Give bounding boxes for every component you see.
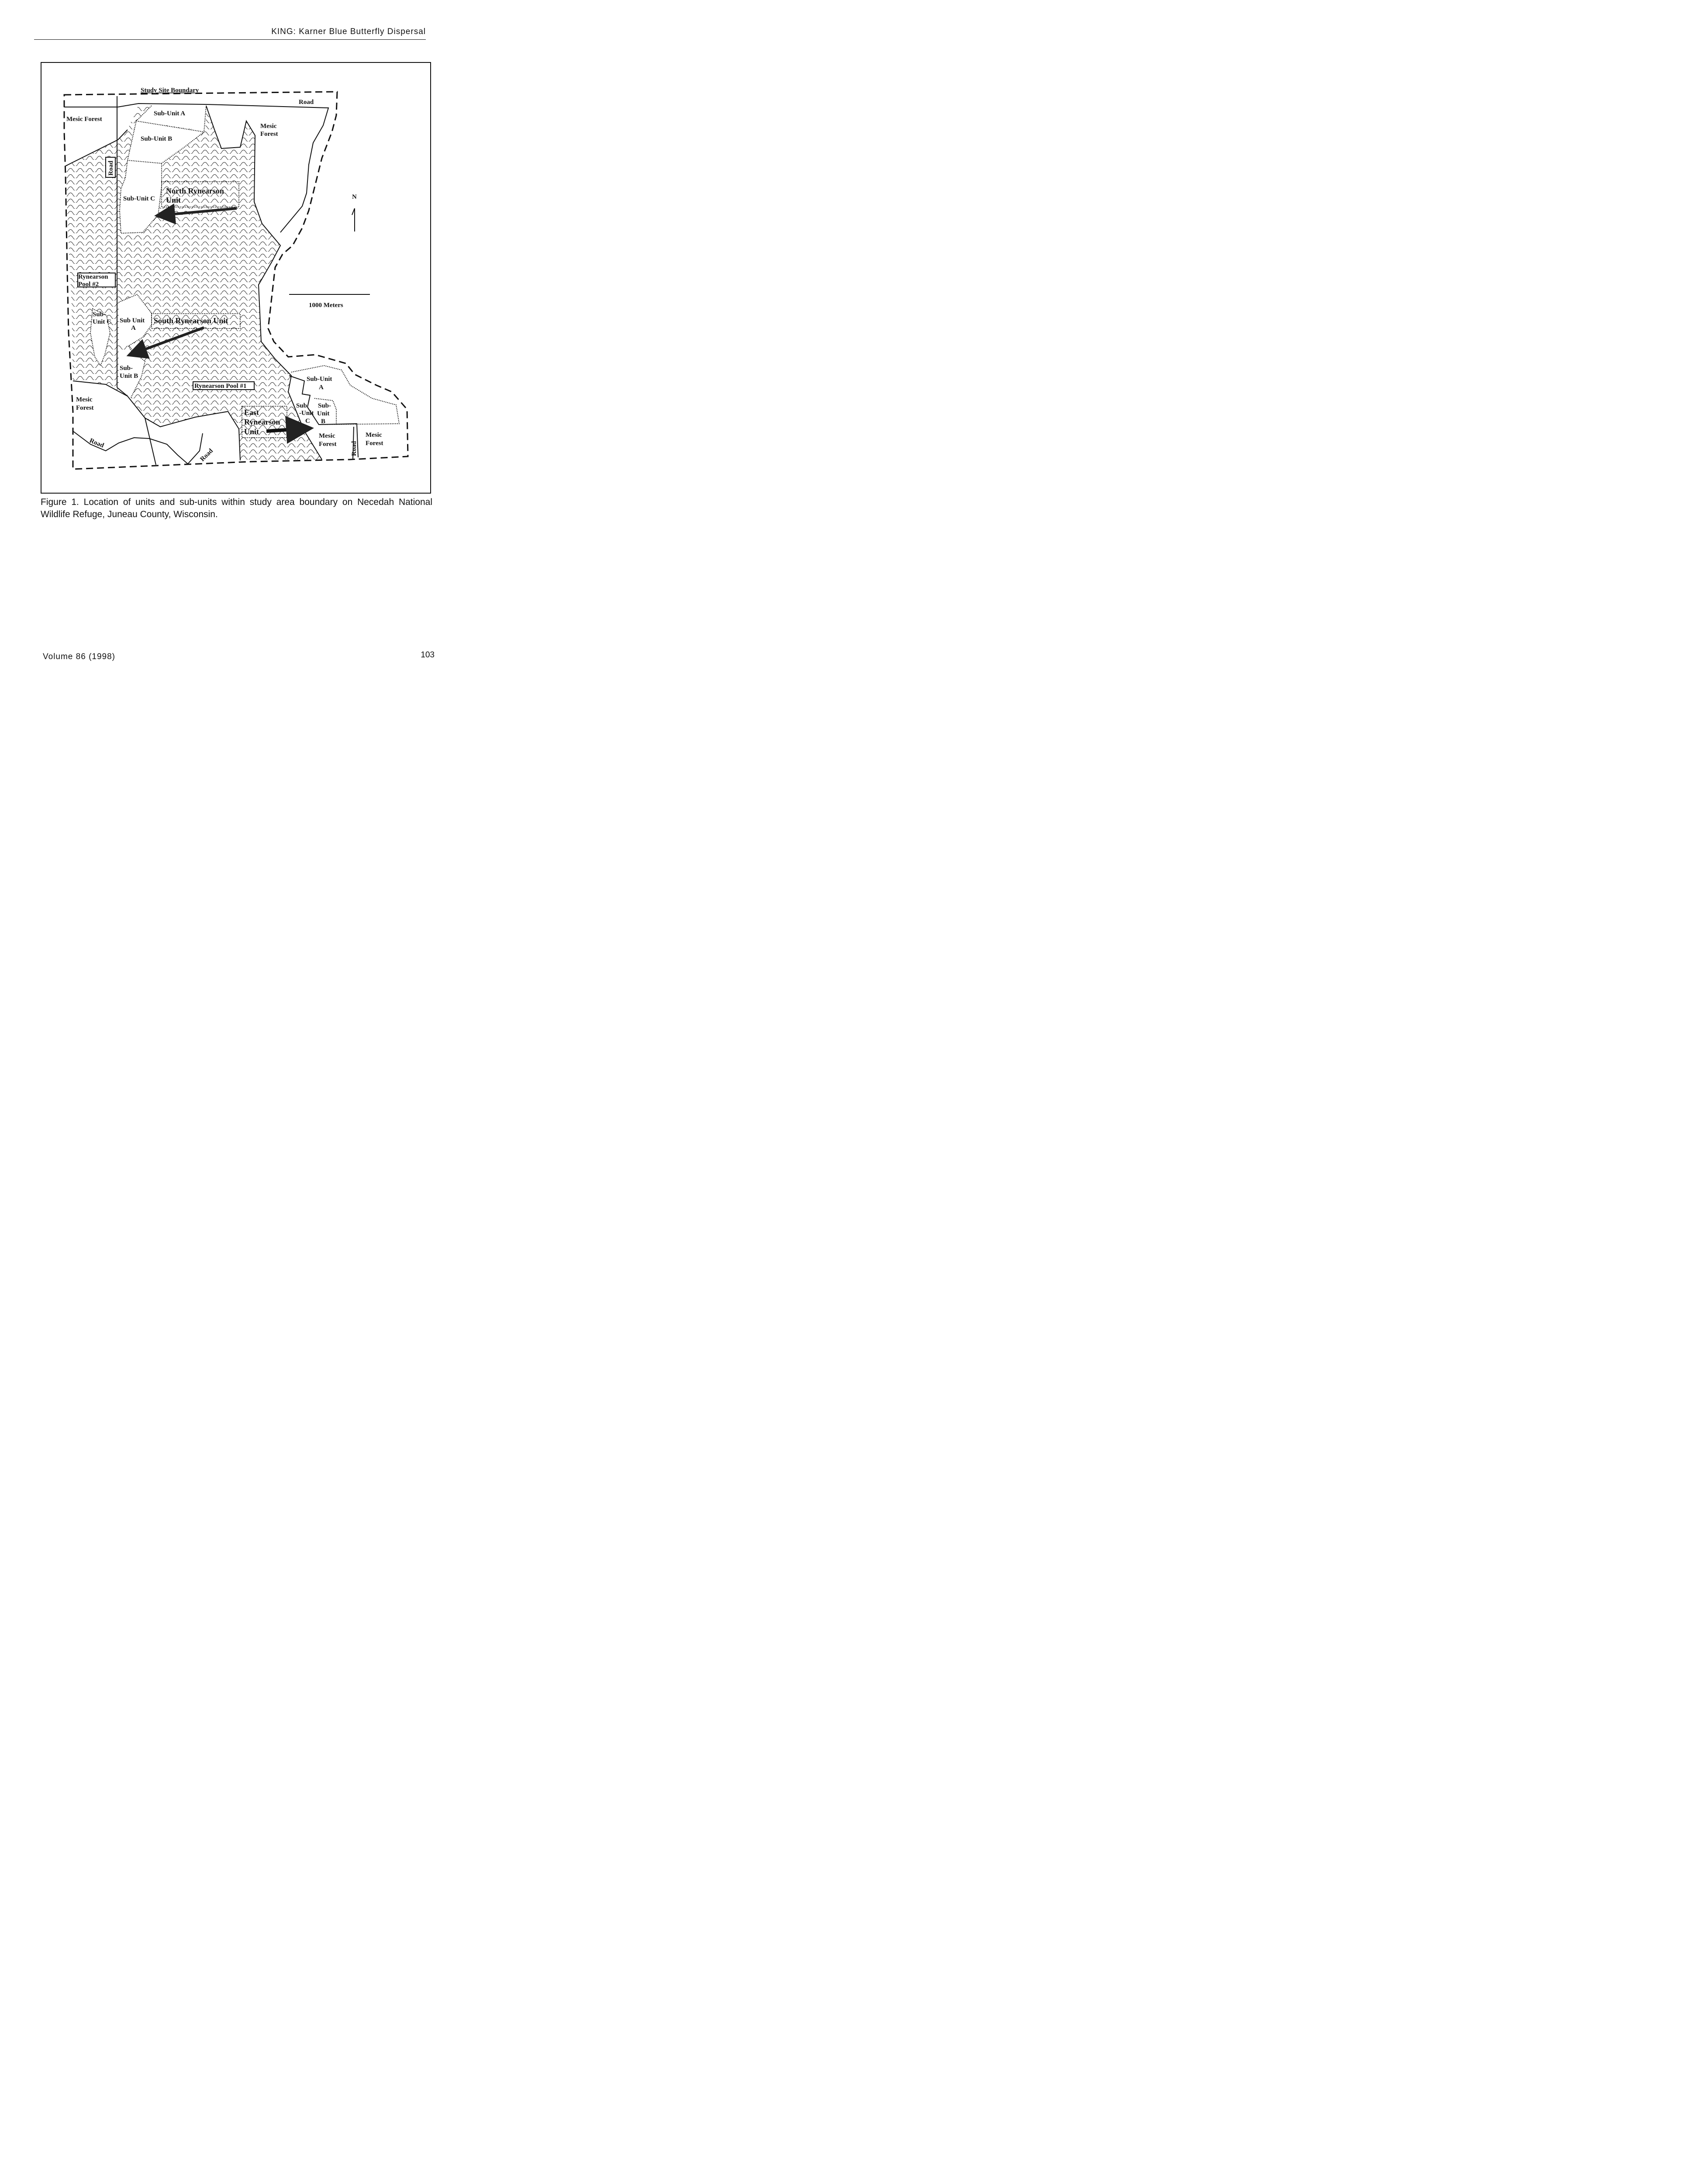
- figure-caption: Figure 1. Location of units and sub-units within study area boundary on Necedah National Wildlife Refuge, Juneau County, Wisconsin.: [41, 497, 432, 519]
- label-east-subunit-a-1: Sub-Unit: [307, 376, 332, 383]
- label-north-subunit-b: Sub-Unit B: [141, 135, 173, 142]
- label-east-subunit-b-3: B: [321, 418, 326, 425]
- label-mesic-forest-ne-1: Mesic: [260, 123, 277, 130]
- label-road-s: Road: [199, 447, 215, 463]
- label-east-unit-1: East: [244, 408, 259, 417]
- label-east-unit-2: Rynearson: [244, 418, 280, 426]
- label-south-unit: South Rynearson Unit: [154, 316, 228, 325]
- label-east-unit-3: Unit: [244, 427, 259, 436]
- label-east-subunit-c-2: -Unit: [299, 410, 314, 417]
- label-compass-n: N: [352, 194, 357, 200]
- north-arrow-icon: [352, 208, 355, 232]
- label-mesic-forest-se2-1: Mesic: [366, 432, 382, 439]
- study-area-map: [41, 63, 432, 494]
- label-pool1: Rynearson Pool #1: [194, 383, 247, 390]
- label-south-subunit-c-2: Unit C: [93, 318, 111, 325]
- label-study-site-boundary: Study Site Boundary: [141, 87, 199, 94]
- label-south-subunit-c-1: Sub-: [93, 311, 106, 318]
- label-north-unit-1: North Rynearson: [166, 187, 224, 195]
- label-east-subunit-c-1: Sub: [296, 402, 307, 409]
- figure-frame: [41, 62, 431, 494]
- label-north-unit-2: Unit: [166, 196, 181, 204]
- label-east-subunit-b-2: Unit: [317, 410, 330, 417]
- label-road-west: Road: [107, 160, 114, 176]
- label-east-subunit-b-1: Sub-: [318, 402, 331, 409]
- page-number: 103: [421, 650, 435, 660]
- east-dispersal-arrow: [266, 429, 300, 431]
- label-mesic-forest-se1-2: Forest: [319, 441, 337, 448]
- label-north-subunit-c: Sub-Unit C: [123, 195, 155, 202]
- label-south-subunit-a-2: A: [131, 325, 136, 332]
- label-scale: 1000 Meters: [309, 302, 343, 309]
- label-mesic-forest-nw: Mesic Forest: [66, 116, 102, 123]
- running-head: KING: Karner Blue Butterfly Dispersal: [271, 27, 426, 36]
- label-road-top: Road: [299, 99, 314, 106]
- footer-volume: Volume 86 (1998): [43, 652, 115, 661]
- label-east-subunit-c-3: C: [305, 418, 310, 425]
- label-mesic-forest-ne-2: Forest: [260, 131, 278, 138]
- label-pool2-2: Pool #2: [78, 281, 99, 288]
- label-mesic-forest-se1-1: Mesic: [319, 432, 335, 439]
- label-pool2-1: Rynearson: [78, 273, 108, 280]
- road-southwest: [73, 431, 203, 464]
- label-south-subunit-b-1: Sub-: [120, 365, 133, 372]
- label-road-sw: Road: [88, 437, 105, 449]
- label-east-subunit-a-2: A: [319, 384, 324, 391]
- label-north-subunit-a: Sub-Unit A: [154, 110, 186, 117]
- label-mesic-forest-se2-2: Forest: [366, 440, 383, 447]
- label-mesic-forest-sw-1: Mesic: [76, 396, 93, 403]
- label-mesic-forest-sw-2: Forest: [76, 404, 94, 411]
- header-rule: [34, 39, 426, 40]
- label-south-subunit-b-2: Unit B: [120, 373, 138, 380]
- label-road-se: Road: [351, 441, 358, 456]
- label-south-subunit-a-1: Sub Unit: [120, 317, 145, 324]
